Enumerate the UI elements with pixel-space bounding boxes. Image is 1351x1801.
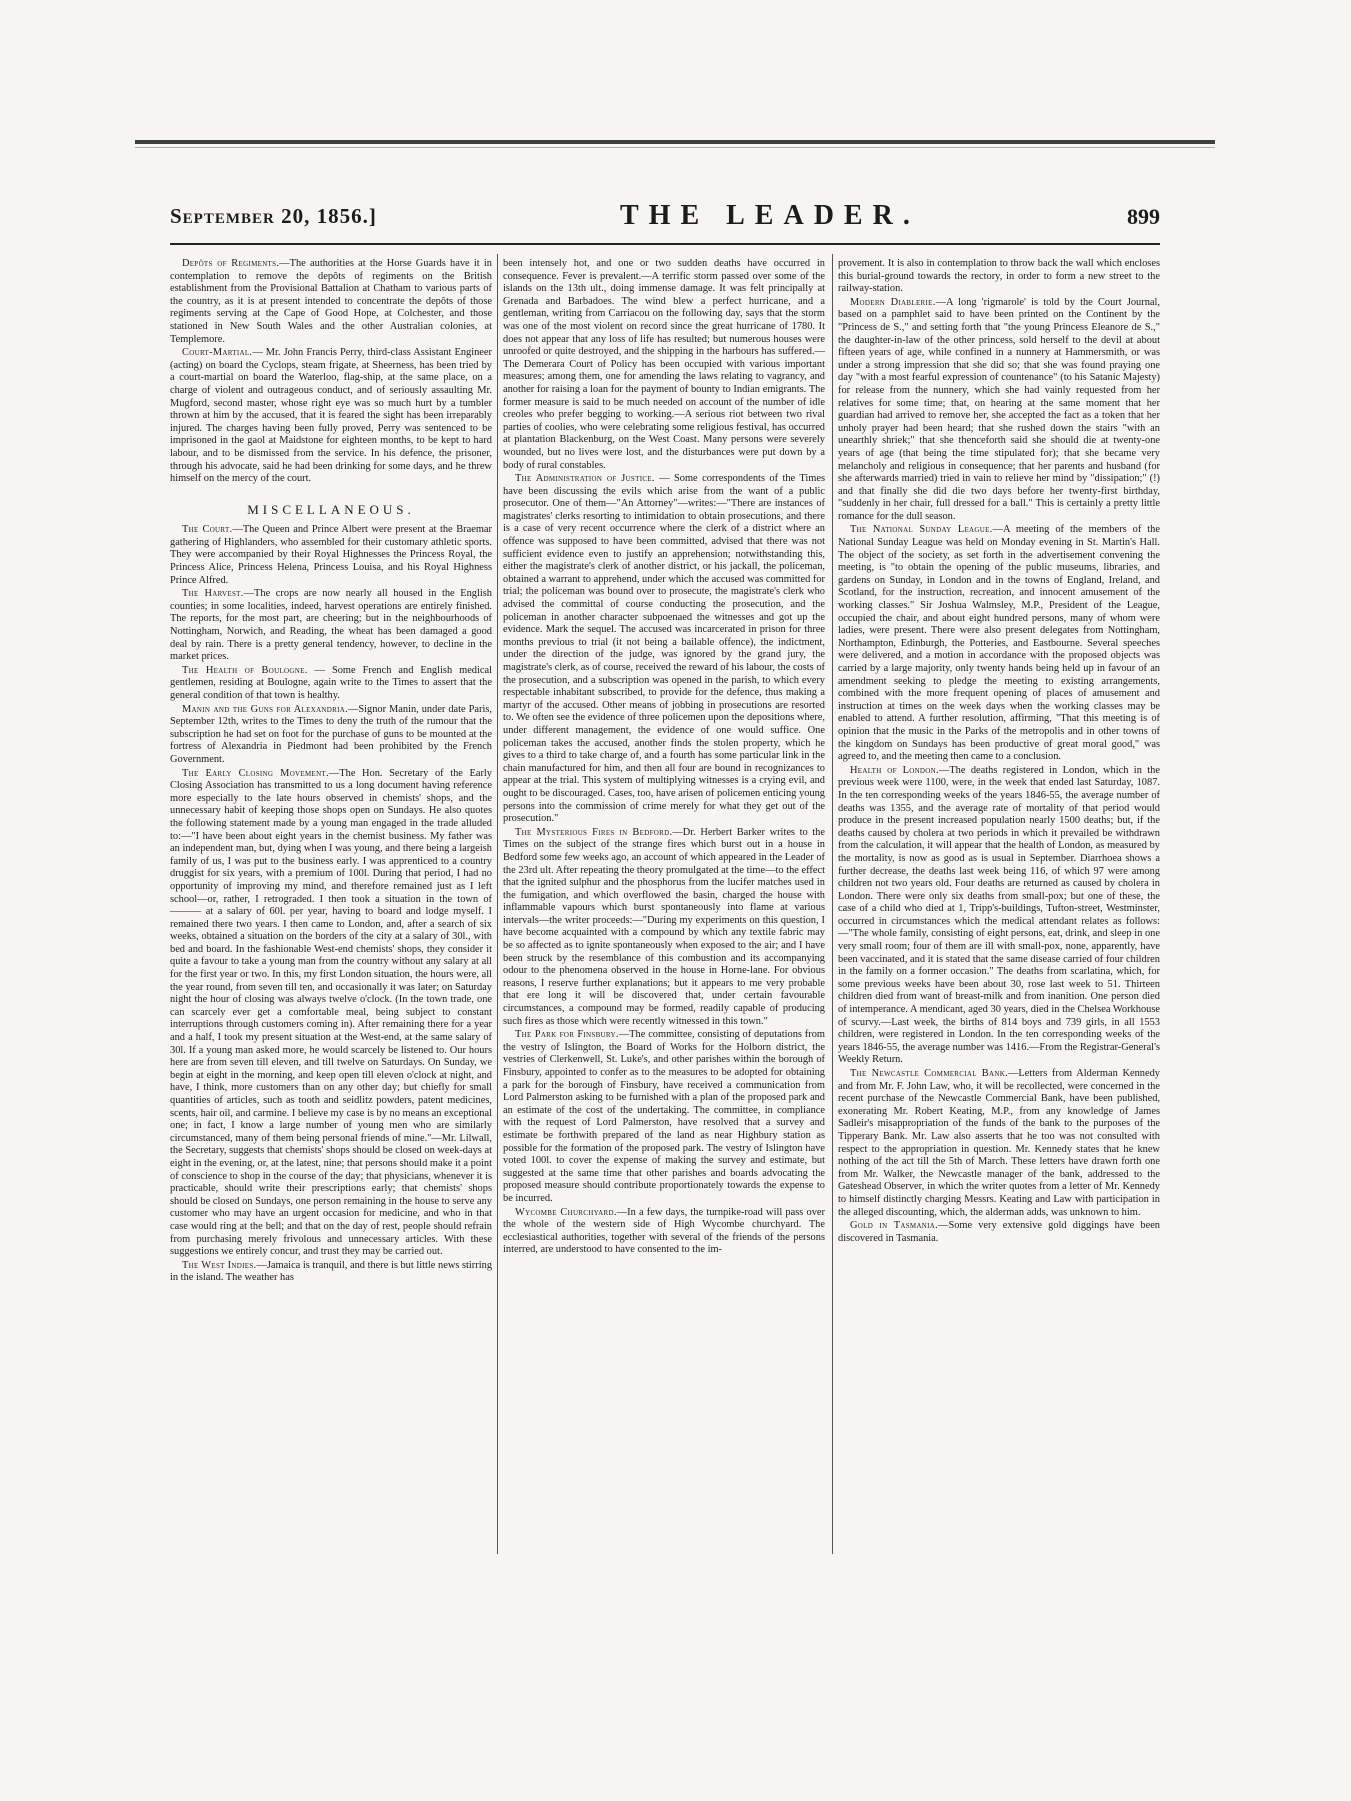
article-heading: The National Sunday League.	[850, 524, 993, 536]
article-heading: Depôts of Regiments.	[182, 258, 280, 269]
page-number: 899	[1127, 204, 1160, 229]
article-text: —Dr. Herbert Barker writes to the Times on the subject of the strange fires which burst out in a house in Bedford some few weeks ago, an account of which appeared in the Leader of the 23rd ult. After repeating the theory promulgated at the time—to the effect that the ignited sulphur and the phosphorus from the lucifer matches used in the fumigation, and which overflowed the basin, charged the house with inflammable vapours which burst spontaneously into flame at various intervals—the writer proceeds:—"During my experiments on this question, I have become acquainted with a compound by which any textile fabric may be so affected as to ignite spontaneously when exposed to the air; and I have been struck by the resemblance of this combustion and its accompanying odour to the phenomena observed in the house in Horne-lane. For obvious reasons, I reserve further explanations; but it appears to me very probable that ere long it will be discovered that, under certain favourable circumstances, a compound may be formed, readily capable of producing such fires as those which were recently witnessed in this town."	[503, 826, 825, 1027]
article	[170, 1260, 492, 1285]
column-divider	[832, 254, 833, 1554]
masthead-rule	[170, 243, 1160, 245]
article-text: —The Queen and Prince Albert were present at the Braemar gathering of Highlanders, who assembled for their customary athletic sports. They were accompanied by their Royal Highnesses the Princess Royal, the Princess Alice, Princess Helena, Princess Louisa, and his Royal Highness Prince Alfred.	[170, 524, 492, 586]
article-heading: The Court.	[182, 524, 233, 536]
article-text: —The committee, consisting of deputations from the vestry of Islington, the Board of Works for the Holborn district, the vestries of Clerkenwell, St. Luke's, and other parishes within the borough of Finsbury, appointed to confer as to the measures to be adopted for obtaining a park for the borough of Finsbury, have received a communication from Lord Palmerston asking to be furnished with a plan of the proposed park and an estimate of the cost of the undertaking. The committee, in compliance with the request of Lord Palmerston, have resolved that a survey and estimate be forthwith prepared of the land as near Highbury station as possible for the formation of the proposed park. The vestry of Islington have voted 100l. to cover the expense of making the survey and estimate, but suggested at the same time that other parishes and boards advocating the proposed measure should contribute proportionately towards the expense to be incurred.	[503, 1029, 826, 1204]
article-heading: The Newcastle Commercial Bank.	[850, 1068, 1008, 1079]
article-text: —In a few days, the turnpike-road will pass over the whole of the western side of High Wycombe churchyard. The ecclesiastical authorities, together with several of the friends of the persons interred, are understood to have consented to the im-	[503, 1206, 825, 1256]
article-text: — Mr. John Francis Perry, third-class Assistant Engineer (acting) on board the Cyclops, steam frigate, at Sheerness, has been tried by a court-martial on board the Waterloo, flag-ship, at the same place, on a charge of violent and outrageous conduct, and of seriously assaulting Mr. Mugford, second master, whose right eye was so much hurt by a tumbler thrown at him by the accused, that it is feared the sight has been irreparably injured. The charges having been fully proved, Perry was sentenced to be imprisoned in the gaol at Maidstone for eighteen months, to be kept to hard labour, and to be dismissed from the service. In his defence, the prisoner, through his advocate, said he had been drinking for some days, and he threw himself on the mercy of the court.	[170, 347, 492, 485]
article-heading: The West Indies.	[182, 1259, 257, 1271]
article-text: —Letters from Alderman Kennedy and from Mr. F. John Law, who, it will be recollected, were concerned in the recent purchase of the Newcastle Commercial Bank, have been published, exonerating Mr. Robert Keating, M.P., from any knowledge of James Sadleir's misappropriation of the funds of the bank to the purposes of the Tipperary Bank. Mr. Law also asserts that he too was not consulted with respect to the appropriation in question. Mr. Kennedy states that he knew nothing of the act till the 5th of March. These letters have drawn forth one from Mr. Walker, the Newcastle manager of the bank, addressed to the Gateshead Observer, in which the writer quotes from a letter of Mr. Kennedy to himself distinctly charging Messrs. Keating and Law with participation in the alleged discounting, which, the alderman adds, was unknown to him.	[838, 1068, 1160, 1218]
article-heading: Manin and the Guns for Alexandria.	[182, 703, 348, 715]
article	[838, 1068, 1160, 1219]
article	[170, 665, 492, 703]
article	[838, 258, 1160, 296]
article-heading: The Early Closing Movement.	[182, 767, 329, 779]
article	[838, 524, 1160, 763]
article-text: —A meeting of the members of the National Sunday League was held on Monday evening in St. Martin's Hall. The object of the society, as set forth in the advertisement convening the meeting, is "to obtain the opening of the public museums, libraries, and gardens on Sunday, in London and in the towns of England, Ireland, and Scotland, for the instruction, recreation, and innocent amusement of the working classes." Sir Joshua Walmsley, M.P., President of the League, occupied the chair, and about eight hundred persons, many of whom were ladies, were present. There were also present delegates from Nottingham, Northampton, Edinburgh, the Potteries, and Eastbourne. Several speeches were delivered, and a motion in accordance with the proposed objects was carried by a large majority, only twenty hands being held up in favour of an amendment seeking to pledge the meeting to existing arrangements, combined with the more frequent opening of places of amusement and instruction at times on the week days when the working classes may be enabled to attend. A further resolution, affirming, "That this meeting is of opinion that the music in the Parks of the metropolis and in other towns of the kingdom on Sundays has been productive of great moral good," was agreed to, and the meeting then came to a conclusion.	[838, 524, 1160, 763]
article-heading: The Harvest.	[182, 588, 244, 600]
article-text: —Signor Manin, under date Paris, September 12th, writes to the Times to deny the truth of the rumour that the subscription he had set on foot for the purchase of guns to be mounted at the fortress of Alexandria in Piedmont had been prohibited by the French Government.	[170, 703, 492, 765]
article-text: —The authorities at the Horse Guards have it in contemplation to remove the depôts of regiments on the British establishment from the Provisional Battalion at Chatham to various parts of the country, as it is at present intended to concentrate the depôts of those regiments serving at the Cape of Good Hope, at Colchester, and those stationed in New South Wales and the other Australian colonies, at Templemore.	[170, 258, 492, 345]
article	[503, 827, 825, 1029]
article-heading: Court-Martial.	[182, 347, 253, 359]
article	[170, 588, 492, 664]
article-heading: Modern Diablerie.	[850, 296, 936, 308]
article-text: — Some correspondents of the Times have been discussing the evils which arise from the want of a public prosecutor. One of them—"An Attorney"—writes:—"There are instances of magistrates' clerks resorting to intimidation to obtain prosecutions, and there is a case of very recent occurrence where the clerk of a district where an offence was supposed to have been committed, advised that there was not sufficient evidence even to justify an apprehension; notwithstanding this, either the magistrate's clerk of another district, or his jackall, the policeman, obtained a warrant to apprehend, under which the accused was committed for trial; the policeman was bound over to prosecute, the magistrate's clerk who advised the committal of course conducting the prosecution, and the policeman in another character subpoenaed the witnesses and got up the evidence. Mark the sequel. The accused was incarcerated in prison for three months previous to trial (it not being a bailable offence), the indictment, under the direction of the judge, was ignored by the grand jury, the magistrate's clerk, as of course, received the reward of his labour, the costs of the prosecution, and a subscription was opened in the parish, to which every respectable inhabitant subscribed, to provide for the defence, thus making a martyr of the accused. Other means of jobbing in prosecutions are resorted to. We often see the evidence of three policemen upon the depositions where, under different management, the evidence of one would suffice. One policeman takes the accused, another finds the stolen property, which he gives to a third to take charge of, and a fourth has some particular link in the chain manufactured for him, and then all four are bound in recognizances to appear at the trial. This system of multiplying witnesses is a crying evil, and ought to be discouraged. Cases, too, have arisen of policemen enticing young persons into the commission of crime merely for what they get out of the prosecution."	[503, 473, 825, 825]
article	[503, 258, 825, 472]
article-text: —Jamaica is tranquil, and there is but little news stirring in the island. The weather has	[170, 1259, 493, 1284]
article	[503, 473, 825, 826]
article	[170, 768, 492, 1259]
article-text: —The Hon. Secretary of the Early Closing Association has transmitted to us a long document having reference more especially to the late hours observed in chemists' shops, and the unnecessary habit of keeping those shops open on Sundays. He also quotes the following statement made by a young man engaged in the trade alluded to:—"I have been about eight years in the chemist business. My father was an independent man, but, dying when I was young, and there being a largeish family of us, I was put to the business early. I was apprenticed to a country druggist for six years, with a premium of 100l. During that period, I had no opportunity of improving my mind, and therefore remained just as I left school—or, rather, I retrograded. I then took a situation in the town of ——— at a salary of 60l. per year, having to board and lodge myself. I remained there two years. I then came to London, and, after a search of six weeks, obtained a situation on the borders of the city at a salary of 30l., with bed and board. In the fashionable West-end chemists' shops, they consider it quite a favour to take a young man from the country without any salary at all for the first year or two. In this, my first London situation, the hours were, all the year round, from seven till ten, and occasionally it was later; on Saturday night the hour of closing was always twelve o'clock. (In the town trade, one can scarcely ever get a comfortable meal, being subject to constant interruptions through customers coming in). After remaining there for a year and a half, I took my present situation at the West-end, at the same salary of 30l. If a young man asked more, he would scarcely be listened to. Our hours here are from seven till eleven, and till twelve on Saturdays. On Sunday, we begin at eight in the morning, and keep open till eleven o'clock at night, and have, I think, more customers than on any other day; but chiefly for small quantities of articles, such as tooth and seidlitz powders, patent medicines, scents, hair oil, and carmine. I believe my case is by no means an exceptional one; in fact, I know a large number of young men who are similarly circumstanced, many of them being personal friends of mine."—Mr. Lilwall, the Secretary, suggests that chemists' shops should be closed on week-days at eight in the evening, or, at the latest, nine; that persons should make it a point of conscience to shop in the course of the day; that physicians, whenever it is practicable, should write their prescriptions early; that chemists' shops should be closed on Sundays, one person remaining in the house to serve any customer who may have an urgent occasion for medicine, and who in that case would ring at the bell; and that on the day of rest, people should refrain from purchasing merely frivolous and unnecessary articles. With these suggestions we entirely concur, and trust they may be carried out.	[170, 767, 492, 1258]
article	[170, 347, 492, 486]
top-rule	[135, 140, 1215, 144]
article	[503, 1207, 825, 1257]
newspaper-title: THE LEADER.	[620, 200, 920, 231]
article-heading: Gold in Tasmania.	[850, 1220, 939, 1232]
article-text: been intensely hot, and one or two sudden deaths have occurred in consequence. Fever is prevalent.—A terrific storm passed over some of the islands on the 13th ult., doing immense damage. It was felt principally at Grenada and Barbadoes. The wind blew a perfect hurricane, and a gentleman, writing from Carriacou on the following day, says that the storm was one of the most violent on record since the great hurricane of 1780. It does not appear that any loss of life has resulted; but numerous houses were unroofed or quite destroyed, and the shipping in the harbours has suffered.—The Demerara Court of Policy has been occupied with various important measures; among them, one for amending the laws relating to vagrancy, and another for raising a loan for the payment of bounty to Indian emigrants. The former measure is said to be much needed on account of the number of idle creoles who prefer begging to working.—A serious riot between two rival parties of coolies, who were celebrating some religious festival, has occurred at plantation Blackenburg, on the West Coast. Many persons were severely wounded, but no lives were lost, and the disturbances were put down by a body of rural constables.	[503, 258, 825, 471]
article-text: provement. It is also in contemplation to throw back the wall which encloses this burial-ground towards the rectory, in order to form a new street to the railway-station.	[838, 258, 1160, 295]
column-1	[170, 258, 492, 1286]
top-rule-thin	[135, 147, 1215, 148]
article-heading: Wycombe Churchyard.	[515, 1206, 617, 1218]
article	[170, 704, 492, 767]
column-3	[838, 258, 1160, 1246]
article-heading: The Administration of Justice.	[515, 473, 655, 485]
article-text: —Some very extensive gold diggings have been discovered in Tasmania.	[838, 1220, 1161, 1244]
article-heading: The Park for Finsbury.	[515, 1029, 619, 1041]
article-text: —A long 'rigmarole' is told by the Court Journal, based on a pamphlet said to have been printed on the Continent by the "Princess de S.," and setting forth that "the young Princess Eleanore de S.," the daughter-in-law of the other princess, sold herself to the devil at about fifteen years of age, while confined in a nunnery at Hammersmith, or was under a strong impression that she did so; that she was found praying one day "with a most fearful expression of countenance" (to his Satanic Majesty) for release from the nunnery, which she had vainly requested from her relatives for some time; that, on hearing at the same moment that her guardian had arrived to remove her, she accepted the fact as a token that her unholy prayer had been heard; that she rushed down the stairs "with an unearthly shriek;" that she thenceforth said she should die at twenty-one years of age (that being the time stipulated for); that she became very melancholy and religious in consequence; that her parents and husband (for she afterwards married) tried in vain to relieve her mind by "dissipation;" (!) and that finally she did die two days before her twenty-first birthday, "suddenly in her chair, full dressed for a ball." This is certainly a pretty little romance for the dull season.	[838, 296, 1161, 522]
article-text: —The deaths registered in London, which in the previous week were 1100, were, in the week that ended last Saturday, 1087. In the ten corresponding weeks of the years 1846-55, the average number of deaths was 1355, and the average rate of mortality of that period would produce in the present increased population nearly 1500 deaths; but, if the deaths caused by cholera at two periods in which it prevailed be withdrawn from the calculation, it will appear that the health of London, as measured by the mortality, is now as good as is usual in September. Diarrhoea shows a further decrease, the deaths last week being 116, of which 97 were among children not two years old. Four deaths are returned as caused by cholera in London. There were only six deaths from small-pox; but one of these, the case of a child who died at 1, Tripp's-buildings, Tufton-street, Westminster, occurred in circumstances which the medical attendant relates as follows:—"The whole family, consisting of eight persons, eat, drink, and sleep in one very small room; four of them are ill with small-pox, none, apparently, have been vaccinated, and it is stated that the same disease carried of four children in the family on a former occasion." The deaths from scarlatina, which, for some previous weeks have been about 30, rose last week to 51. Thirteen children died from want of breast-milk and from inanition. One person died of intemperance. A mendicant, aged 30 years, died in the Chelsea Workhouse of scurvy.—Last week, the births of 814 boys and 739 girls, in all 1553 children, were registered in London. In the ten corresponding weeks of the years 1846-55, the average number was 1416.—From the Registrar-General's Weekly Return.	[838, 764, 1160, 1066]
section-title: MISCELLANEOUS.	[247, 501, 415, 517]
article	[170, 524, 492, 587]
article-text: — Some French and English medical gentlemen, residing at Boulogne, again write to the Times to assert that the general condition of that town is healthy.	[170, 664, 492, 701]
article-heading: Health of London.	[850, 764, 939, 776]
article-heading: The Mysterious Fires in Bedford.	[515, 826, 673, 838]
masthead	[170, 196, 1160, 236]
article	[503, 1029, 825, 1205]
column-2	[503, 258, 825, 1258]
column-divider	[497, 254, 498, 1554]
article-text: —The crops are now nearly all housed in the English counties; in some localities, indeed, harvest operations are entirely finished. The reports, for the most part, are cheering; but in the neighbourhoods of Nottingham, Norwich, and Reading, the wheat has been damaged a good deal by rain. There is a pretty general tendency, however, to decline in the market prices.	[170, 588, 493, 663]
issue-date: September 20, 1856.]	[170, 204, 377, 228]
article	[170, 258, 492, 346]
article	[838, 297, 1160, 524]
article-heading: The Health of Boulogne.	[182, 664, 308, 676]
article	[838, 1220, 1160, 1245]
article	[838, 765, 1160, 1067]
